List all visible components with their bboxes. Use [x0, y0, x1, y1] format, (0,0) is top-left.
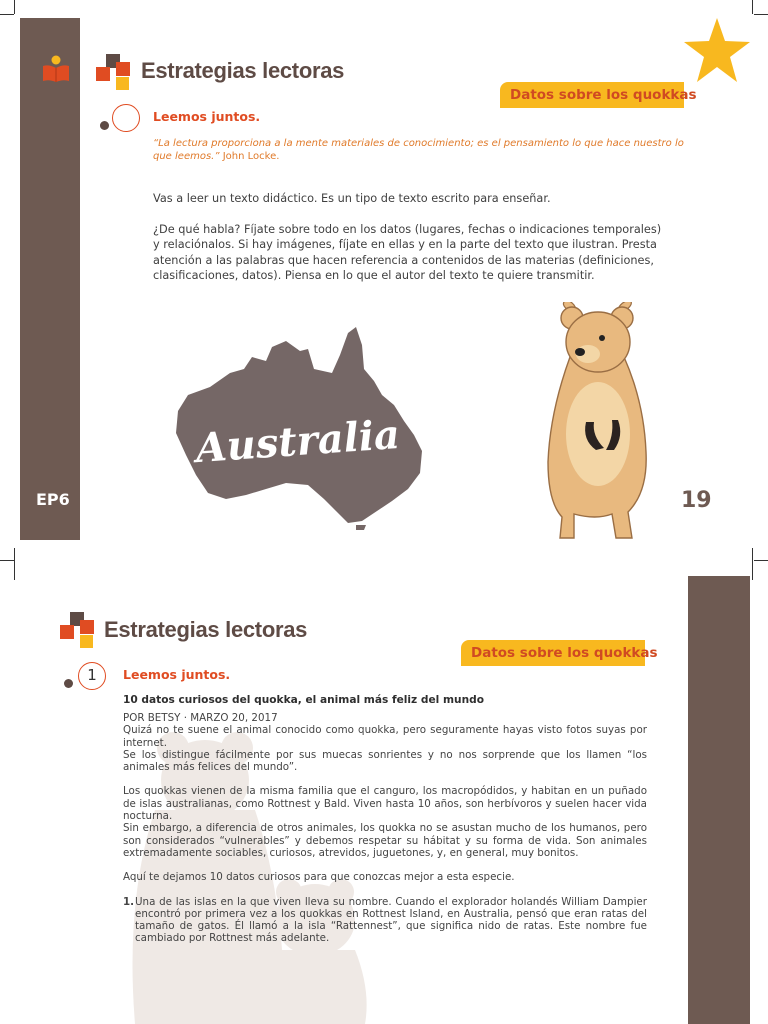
bullet-dot: [100, 121, 109, 130]
topic-tag: Datos sobre los quokkas: [500, 82, 684, 108]
crop-mark: [0, 560, 14, 561]
intro-paragraph: ¿De qué habla? Fíjate sobre todo en los datos (lugares, fechas o indicaciones temporales) y relaciónalos. Si hay imágenes, fíjate en ellas y en la parte del texto que ilustran. Presta atención a las palabras que hacen referencia a contenidos de las materias (definiciones, clasificaciones, datos). Piensa en lo que el autor del texto te quiere transmitir.: [153, 222, 662, 282]
quote-text: “La lectura proporciona a la mente materiales de conocimiento; es el pensamiento lo que hace nuestro lo que leemos.”: [153, 138, 684, 162]
crop-mark: [752, 548, 753, 580]
page-title: Estrategias lectoras: [104, 617, 308, 642]
article-paragraph: Los quokkas vienen de la misma familia que el canguro, los macropódidos, y habitan en un puñado de islas australianas, como Rottnest y Bald. Viven hasta 10 años, son herbívoros y suelen hacer vida nocturna.: [123, 785, 647, 823]
article-body: [123, 712, 647, 945]
crop-mark: [754, 560, 768, 561]
reading-book-icon: [40, 54, 72, 84]
article-paragraph: Sin embargo, a diferencia de otros animales, los quokka no se asustan mucho de los humanos, pero son considerados “vulnerables” y debemos respetar su hábitat y su forma de vida. Son animales extremadamente sociables, curiosos, atrevidos, juguetones, y, en general, muy bonitos.: [123, 822, 647, 859]
section-circle: [112, 104, 140, 132]
topic-tag: Datos sobre los quokkas: [461, 640, 645, 666]
page-title: Estrategias lectoras: [141, 58, 345, 83]
star-icon: [682, 16, 752, 86]
page-number: 19: [681, 488, 712, 513]
bullet-dot: [64, 679, 73, 688]
article-paragraph: Se los distingue fácilmente por sus muecas sonrientes y no nos sorprende que los llamen “los animales más felices del mundo”.: [123, 748, 647, 774]
australia-map: [168, 325, 428, 530]
list-number: 1.: [123, 895, 135, 908]
strategies-logo-icon: [60, 610, 96, 650]
article-byline: POR BETSY · MARZO 20, 2017: [123, 712, 278, 724]
list-item: [123, 896, 647, 945]
right-sidebar-band: [688, 576, 750, 1024]
crop-mark: [754, 14, 768, 15]
list-text: Una de las islas en la que viven lleva su nombre. Cuando el explorador holandés William Dampier encontró por primera vez a los quokkas en Rottnest Island, en Australia, pensó que eran ratas del tamaño de gatos. Él llamó a la isla “Rattennest”, que significa nido de ratas. Este nombre fue cambiado por Rottnest más adelante.: [135, 895, 647, 945]
article-paragraph: Aquí te dejamos 10 datos curiosos para que conozcas mejor a esta especie.: [123, 871, 515, 884]
quokka-illustration: [540, 302, 655, 542]
section-label: Leemos juntos.: [123, 667, 231, 682]
article-title: 10 datos curiosos del quokka, el animal más feliz del mundo: [123, 694, 484, 706]
section-number: 1: [78, 662, 106, 690]
crop-mark: [14, 0, 15, 14]
crop-mark: [0, 14, 14, 15]
map-label: Australia: [194, 410, 402, 473]
strategies-logo-icon: [96, 52, 132, 92]
article-paragraph: Quizá no te suene el animal conocido como quokka, pero seguramente hayas visto fotos suyas por internet.: [123, 724, 647, 749]
quote: [153, 137, 693, 163]
section-label: Leemos juntos.: [153, 109, 261, 124]
grade-label: EP6: [36, 490, 70, 509]
crop-mark: [752, 0, 753, 14]
intro-text: [153, 191, 663, 299]
left-sidebar-band: [20, 18, 80, 540]
crop-mark: [14, 548, 15, 580]
quote-author: John Locke.: [222, 151, 280, 162]
intro-paragraph: Vas a leer un texto didáctico. Es un tipo de texto escrito para enseñar.: [153, 192, 551, 205]
